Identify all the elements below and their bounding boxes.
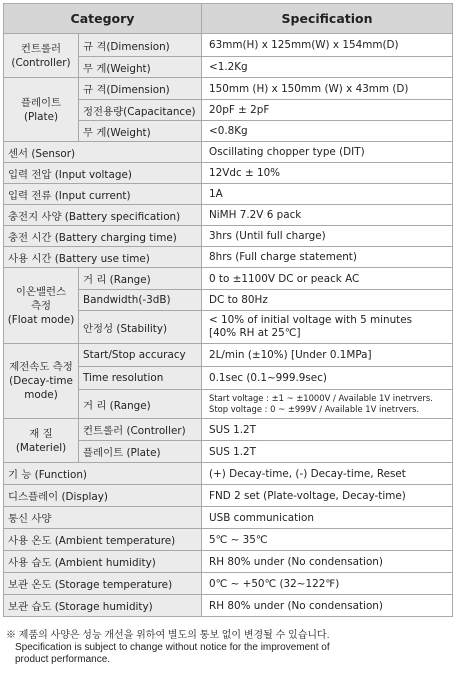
material-plate-label: 플레이트 (Plate) <box>79 441 202 463</box>
material-controller-value: SUS 1.2T <box>202 419 453 441</box>
plate-weight-label: 무 게(Weight) <box>79 121 202 142</box>
use-time-value: 8hrs (Full charge statement) <box>202 247 453 268</box>
decay-mode-group-label: 제전속도 측정 (Decay-time mode) <box>4 344 79 419</box>
table-row <box>4 419 453 441</box>
input-voltage-label: 입력 전압 (Input voltage) <box>4 163 202 184</box>
communication-label: 통신 사양 <box>4 507 202 529</box>
display-label: 디스플레이 (Display) <box>4 485 202 507</box>
function-value: (+) Decay-time, (-) Decay-time, Reset <box>202 463 453 485</box>
decay-range-value-line-2: Stop voltage : 0 ~ ±999V / Available 1V inetrvers. <box>209 404 420 414</box>
float-bandwidth-label: Bandwidth(-3dB) <box>79 290 202 311</box>
decay-accuracy-label: Start/Stop accuracy <box>79 344 202 367</box>
table-row <box>4 595 453 617</box>
decay-range-value-line-1: Start voltage : ±1 ~ ±1000V / Available 1V inetrvers. <box>209 393 433 403</box>
controller-dimension-value: 63mm(H) x 125mm(W) x 154mm(D) <box>202 34 453 57</box>
decay-range-cell <box>202 390 453 419</box>
float-range-value: 0 to ±1100V DC or peack AC <box>202 268 453 290</box>
table-row <box>4 463 453 485</box>
display-value: FND 2 set (Plate-voltage, Decay-time) <box>202 485 453 507</box>
table-row <box>4 485 453 507</box>
material-controller-label: 컨트롤러 (Controller) <box>79 419 202 441</box>
plate-weight-value: <0.8Kg <box>202 121 453 142</box>
controller-dimension-label: 규 격(Dimension) <box>79 34 202 57</box>
decay-resolution-value: 0.1sec (0.1~999.9sec) <box>202 367 453 390</box>
table-row <box>4 551 453 573</box>
float-mode-group-label: 이온밸런스 측정 (Float mode) <box>4 268 79 344</box>
ambient-humidity-value: RH 80% under (No condensation) <box>202 551 453 573</box>
storage-temperature-value: 0℃ ~ +50℃ (32~122℉) <box>202 573 453 595</box>
float-range-label: 거 리 (Range) <box>79 268 202 290</box>
footnote-korean: ※ 제품의 사양은 성능 개선을 위하여 별도의 통보 없이 변경될 수 있습니다. <box>6 630 330 641</box>
sensor-value: Oscillating chopper type (DIT) <box>202 142 453 163</box>
sensor-label: 센서 (Sensor) <box>4 142 202 163</box>
input-current-value: 1A <box>202 184 453 205</box>
use-time-label: 사용 시간 (Battery use time) <box>4 247 202 268</box>
decay-range-label: 거 리 (Range) <box>79 390 202 419</box>
float-bandwidth-value: DC to 80Hz <box>202 290 453 311</box>
table-row <box>4 529 453 551</box>
footnote-english-line-2: product performance. <box>15 654 111 665</box>
decay-resolution-label: Time resolution <box>79 367 202 390</box>
communication-value: USB communication <box>202 507 453 529</box>
input-current-label: 입력 전류 (Input current) <box>4 184 202 205</box>
battery-spec-label: 충전지 사양 (Battery specification) <box>4 205 202 226</box>
storage-temperature-label: 보관 온도 (Storage temperature) <box>4 573 202 595</box>
table-row <box>4 573 453 595</box>
specification-header: Specification <box>202 4 453 34</box>
table-row <box>4 507 453 529</box>
table-row <box>4 34 453 57</box>
specification-table <box>3 3 453 617</box>
material-group-label: 재 질 (Materiel) <box>4 419 79 463</box>
table-row <box>4 142 453 163</box>
float-stability-cell <box>202 311 453 344</box>
table-row <box>4 344 453 367</box>
table-row <box>4 205 453 226</box>
battery-spec-value: NiMH 7.2V 6 pack <box>202 205 453 226</box>
function-label: 기 능 (Function) <box>4 463 202 485</box>
table-row <box>4 184 453 205</box>
ambient-humidity-label: 사용 습도 (Ambient humidity) <box>4 551 202 573</box>
storage-humidity-value: RH 80% under (No condensation) <box>202 595 453 617</box>
controller-group-label: 컨트롤러 (Controller) <box>4 34 79 78</box>
input-voltage-value: 12Vdc ± 10% <box>202 163 453 184</box>
float-stability-label: 안정성 (Stability) <box>79 311 202 344</box>
table-row <box>4 247 453 268</box>
plate-capacitance-label: 정전용량(Capacitance) <box>79 100 202 121</box>
controller-weight-label: 무 게(Weight) <box>79 57 202 78</box>
material-plate-value: SUS 1.2T <box>202 441 453 463</box>
charging-time-label: 충전 시간 (Battery charging time) <box>4 226 202 247</box>
storage-humidity-label: 보관 습도 (Storage humidity) <box>4 595 202 617</box>
ambient-temperature-value: 5℃ ~ 35℃ <box>202 529 453 551</box>
ambient-temperature-label: 사용 온도 (Ambient temperature) <box>4 529 202 551</box>
table-row <box>4 226 453 247</box>
plate-group-label: 플레이트 (Plate) <box>4 78 79 142</box>
footnote-english-line-1: Specification is subject to change without notice for the improvement of <box>15 642 330 653</box>
plate-capacitance-value: 20pF ± 2pF <box>202 100 453 121</box>
footnote <box>6 630 450 666</box>
table-row <box>4 163 453 184</box>
controller-weight-value: <1.2Kg <box>202 57 453 78</box>
plate-dimension-value: 150mm (H) x 150mm (W) x 43mm (D) <box>202 78 453 100</box>
decay-accuracy-value: 2L/min (±10%) [Under 0.1MPa] <box>202 344 453 367</box>
float-stability-value-line-2: [40% RH at 25℃] <box>209 327 301 339</box>
table-row <box>4 78 453 100</box>
table-header-row <box>4 4 453 34</box>
float-stability-value-line-1: < 10% of initial voltage with 5 minutes <box>209 314 413 326</box>
charging-time-value: 3hrs (Until full charge) <box>202 226 453 247</box>
plate-dimension-label: 규 격(Dimension) <box>79 78 202 100</box>
table-row <box>4 268 453 290</box>
category-header: Category <box>4 4 202 34</box>
